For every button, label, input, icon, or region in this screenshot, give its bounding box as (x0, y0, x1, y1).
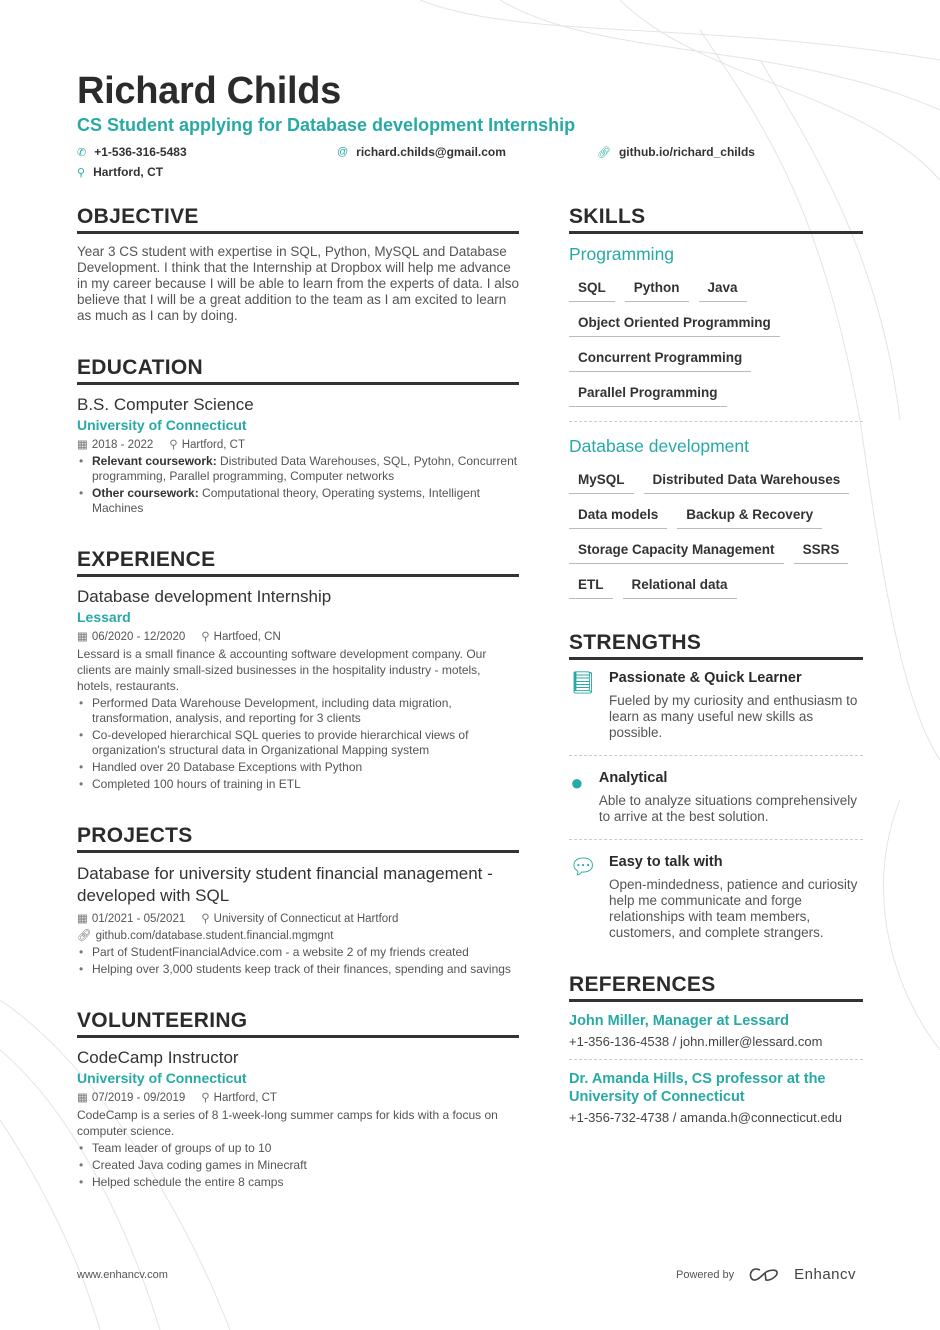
section-heading: SKILLS (569, 205, 863, 234)
contact-email[interactable] (337, 142, 597, 162)
at-icon: @ (337, 146, 349, 158)
strength-title: Passionate & Quick Learner (609, 670, 802, 686)
skill-tags (569, 275, 863, 407)
section-heading: EXPERIENCE (77, 548, 519, 577)
book-icon: 📘︎ (569, 670, 597, 695)
description: Lessard is a small finance & accounting software development company. Our clients are mainly small-sized businesses in the hospitality industry - motels, hotels, restaurants. (77, 647, 487, 693)
right-column (569, 205, 863, 1157)
dates: 07/2019 - 09/2019 (91, 1092, 186, 1104)
location-icon: ⚲ (77, 166, 86, 179)
bullet-text: Computational theory, Operating systems, Intelligent Machines (92, 486, 480, 515)
link-icon: 🔗︎ (597, 146, 611, 159)
dates: 06/2020 - 12/2020 (91, 631, 186, 643)
calendar-icon: ▦ (77, 631, 88, 643)
section-heading: EDUCATION (77, 356, 519, 385)
reference-name: Dr. Amanda Hills, CS professor at the University of Connecticut (569, 1071, 826, 1105)
meta (77, 437, 519, 451)
head-icon: ● (570, 770, 584, 795)
description: CodeCamp is a series of 8 1-week-long summer camps for kids with a focus on computer science. (77, 1108, 498, 1138)
calendar-icon: ▦ (77, 1092, 88, 1104)
phone-text: +1-536-316-5483 (94, 145, 187, 159)
skill-tag: Python (625, 275, 689, 302)
location: Hartford, CT (181, 439, 245, 451)
left-column (77, 205, 519, 1222)
list-item: • Completed 100 hours of training in ETL (77, 777, 519, 792)
list-item: • Team leader of groups of up to 10 (77, 1141, 519, 1156)
references-section (569, 973, 863, 1125)
skill-tag: Concurrent Programming (569, 345, 751, 372)
skill-tag: Parallel Programming (569, 380, 727, 407)
skill-tag: SSRS (794, 537, 849, 564)
calendar-icon: ▦ (77, 913, 88, 925)
github-link[interactable]: github.io/richard_childs (618, 145, 755, 159)
location-icon: ⚲ (201, 1092, 210, 1104)
strength-title: Easy to talk with (609, 854, 723, 870)
contact-location (77, 162, 337, 182)
projects-section (77, 824, 519, 977)
contact-github[interactable] (597, 142, 857, 162)
section-heading: REFERENCES (569, 973, 863, 1002)
project-link-row[interactable] (77, 928, 519, 942)
objective-text: Year 3 CS student with expertise in SQL, Python, MySQL and Database Development. I think that the Internship at Dropbox will help me advance in my career because I will be able to learn from the experts of data. I also believe that I will be a great addition to the team as I am excited to learn as much as I can by doing. (77, 244, 519, 323)
skill-tag: ETL (569, 572, 613, 599)
strengths-section (569, 631, 863, 941)
location-icon: ⚲ (169, 439, 178, 451)
degree: B.S. Computer Science (77, 395, 254, 414)
meta (77, 911, 519, 925)
section-heading: PROJECTS (77, 824, 519, 853)
location: University of Connecticut at Hartford (213, 913, 399, 925)
list-item: • Performed Data Warehouse Development, including data migration, transformation, analysis, and reporting for 3 clients (77, 696, 519, 726)
email-text[interactable]: richard.childs@gmail.com (356, 145, 506, 159)
reference-contact: +1-356-732-4738 / amanda.h@connecticut.edu (569, 1110, 843, 1125)
skill-groups (569, 244, 863, 599)
reference-name: John Miller, Manager at Lessard (569, 1013, 789, 1029)
bullet-text: Distributed Data Warehouses, SQL, Pytohn, Concurrent programming, Parallel programming, Computer networks (92, 454, 518, 483)
project-title: Database for university student financial management - developed with SQL (77, 864, 493, 905)
divider (569, 839, 863, 840)
skills-section (569, 205, 863, 599)
skill-tag: MySQL (569, 467, 634, 494)
enhancv-logo-icon (748, 1267, 780, 1283)
bullet-list (77, 696, 519, 792)
strength-item (569, 770, 863, 825)
bullet-label: Other coursework: (92, 486, 199, 500)
bullet-list (77, 1141, 519, 1190)
speech-bubble-icon: 💬︎ (569, 854, 597, 879)
section-heading: OBJECTIVE (77, 205, 519, 234)
strength-text: Open-mindedness, patience and curiosity help me communicate and forge relationships with team members, customers, and complete strangers. (609, 877, 858, 940)
strength-title: Analytical (598, 770, 668, 786)
list-item (77, 486, 519, 516)
list-item (77, 454, 519, 484)
skill-tag: Backup & Recovery (677, 502, 822, 529)
calendar-icon: ▦ (77, 439, 88, 451)
skill-tag: Java (699, 275, 747, 302)
role: Database development Internship (77, 587, 332, 606)
contact-phone (77, 142, 337, 162)
strength-item (569, 670, 863, 741)
reference-contact: +1-356-136-4538 / john.miller@lessard.com (569, 1034, 823, 1049)
bullet-list (77, 945, 519, 977)
dates: 01/2021 - 05/2021 (91, 913, 186, 925)
school: University of Connecticut (77, 417, 247, 433)
coursework-list (77, 454, 519, 516)
strength-text: Able to analyze situations comprehensively to arrive at the best solution. (598, 793, 858, 824)
divider (569, 1059, 863, 1060)
skill-group-title: Programming (569, 244, 675, 264)
list-item: • Handled over 20 Database Exceptions with Python (77, 760, 519, 775)
list-item: • Co-developed hierarchical SQL queries to provide hierarchical views of organization's structural data in Organizational Mapping system (77, 728, 519, 758)
location-icon: ⚲ (201, 913, 210, 925)
organization: University of Connecticut (77, 1070, 247, 1086)
list-item: • Part of StudentFinancialAdvice.com - a website 2 of my friends created (77, 945, 519, 960)
meta (77, 629, 519, 643)
experience-section (77, 548, 519, 792)
location-icon: ⚲ (201, 631, 210, 643)
project-link[interactable]: github.com/database.student.financial.mgmgnt (95, 930, 334, 942)
list-item: • Helping over 3,000 students keep track of their finances, spending and savings (77, 962, 519, 977)
skill-group-title: Database development (569, 436, 749, 456)
list-item: • Created Java coding games in Minecraft (77, 1158, 519, 1173)
role: CodeCamp Instructor (77, 1048, 239, 1067)
volunteering-section (77, 1009, 519, 1190)
strength-item (569, 854, 863, 941)
divider (569, 755, 863, 756)
link-icon: 🔗︎ (77, 930, 92, 942)
location-text: Hartford, CT (93, 165, 164, 179)
skill-tag: SQL (569, 275, 615, 302)
skill-tag: Relational data (623, 572, 737, 599)
powered-by (676, 1266, 856, 1283)
skill-tag: Data models (569, 502, 667, 529)
footer (77, 1266, 856, 1283)
skill-tags (569, 467, 863, 599)
candidate-title: CS Student applying for Database development Internship (77, 115, 576, 135)
website-link[interactable]: www.enhancv.com (77, 1268, 168, 1281)
resume-header (77, 70, 877, 182)
meta (77, 1090, 519, 1104)
section-heading: STRENGTHS (569, 631, 863, 660)
dates: 2018 - 2022 (91, 439, 154, 451)
bullet-label: Relevant coursework: (92, 454, 217, 468)
section-heading: VOLUNTEERING (77, 1009, 519, 1038)
company: Lessard (77, 609, 131, 625)
skill-tag: Storage Capacity Management (569, 537, 784, 564)
strength-text: Fueled by my curiosity and enthusiasm to learn as many useful new skills as possible. (609, 693, 858, 740)
divider (569, 421, 863, 422)
objective-section (77, 205, 519, 324)
candidate-name: Richard Childs (77, 70, 341, 112)
list-item: • Helped schedule the entire 8 camps (77, 1175, 519, 1190)
location: Hartford, CT (213, 1092, 277, 1104)
skill-tag: Object Oriented Programming (569, 310, 780, 337)
skill-tag: Distributed Data Warehouses (644, 467, 850, 494)
contact-list (77, 142, 877, 182)
phone-icon: ✆ (77, 146, 87, 159)
brand-name: Enhancv (794, 1266, 856, 1283)
location: Hartfoed, CN (213, 631, 281, 643)
powered-by-label: Powered by (676, 1268, 735, 1281)
education-section (77, 356, 519, 516)
